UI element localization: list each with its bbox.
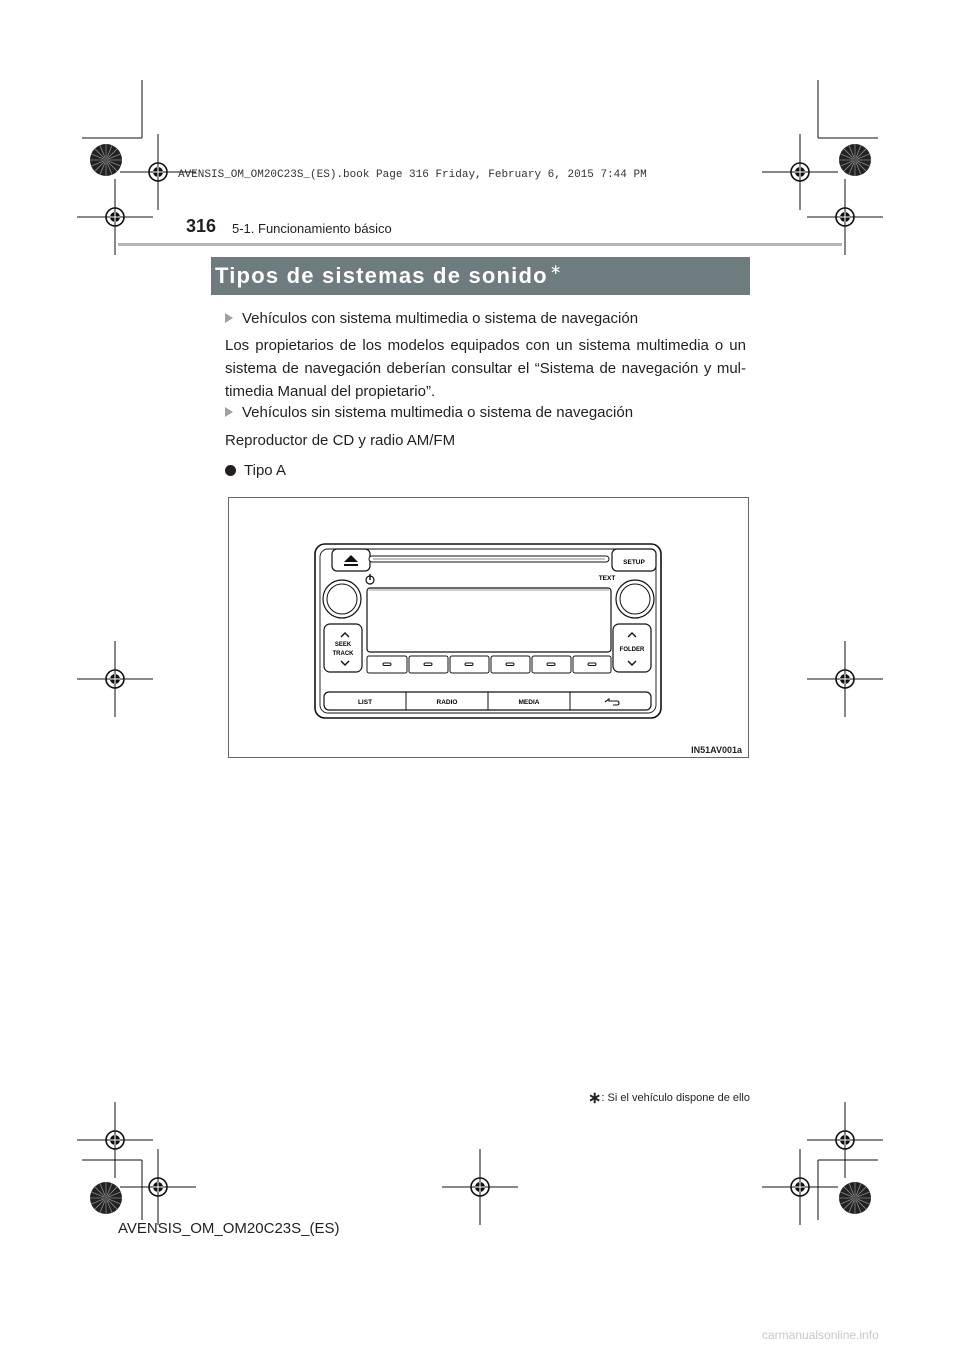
circle-bullet-icon bbox=[225, 465, 236, 476]
item1-title: Vehículos con sistema multimedia o sistema de navegación bbox=[242, 310, 639, 327]
footnote-asterisk: ∗ bbox=[587, 1090, 602, 1107]
audio-unit-illustration bbox=[229, 498, 748, 757]
media-button-label: MEDIA bbox=[518, 699, 540, 706]
figure-code: IN51AV001a bbox=[691, 745, 742, 755]
list-button-label: LIST bbox=[357, 699, 373, 706]
item2-title: Vehículos sin sistema multimedia o sistema de navegación bbox=[242, 404, 634, 421]
heading-asterisk: ∗ bbox=[549, 261, 563, 277]
radio-button-label: RADIO bbox=[436, 699, 458, 706]
page-heading bbox=[215, 263, 563, 289]
footnote-text: : Si el vehículo dispone de ello bbox=[601, 1091, 750, 1104]
footnote bbox=[588, 1088, 750, 1108]
track-label: TRACK bbox=[332, 651, 354, 657]
triangle-bullet-icon bbox=[225, 313, 233, 323]
folder-label: FOLDER bbox=[619, 647, 645, 653]
book-file-info: AVENSIS_OM_OM20C23S_(ES).book Page 316 Friday, February 6, 2015 7:44 PM bbox=[178, 169, 647, 181]
text-button-label: TEXT bbox=[598, 575, 616, 582]
item2-heading bbox=[225, 404, 633, 421]
watermark: carmanualsonline.info bbox=[762, 1328, 879, 1342]
section-title: 5-1. Funcionamiento básico bbox=[232, 221, 392, 236]
item1-heading bbox=[225, 310, 638, 327]
triangle-bullet-icon bbox=[225, 407, 233, 417]
type-label bbox=[225, 462, 286, 479]
type-label-text: Tipo A bbox=[244, 462, 286, 479]
setup-button-label: SETUP bbox=[623, 559, 645, 566]
heading-text: Tipos de sistemas de sonido bbox=[215, 263, 548, 288]
item1-paragraph: Los propietarios de los modelos equipados con un sistema multimedia o un sistema de navegación deberían consultar el “Sistema de navegación y mul-timedia Manual del propietario”. bbox=[225, 337, 746, 400]
document-footer: AVENSIS_OM_OM20C23S_(ES) bbox=[118, 1220, 340, 1237]
page-number: 316 bbox=[186, 216, 217, 236]
item2-paragraph: Reproductor de CD y radio AM/FM bbox=[225, 432, 456, 449]
audio-unit-figure bbox=[228, 497, 749, 758]
header-rule bbox=[118, 243, 842, 246]
seek-label: SEEK bbox=[334, 642, 352, 648]
